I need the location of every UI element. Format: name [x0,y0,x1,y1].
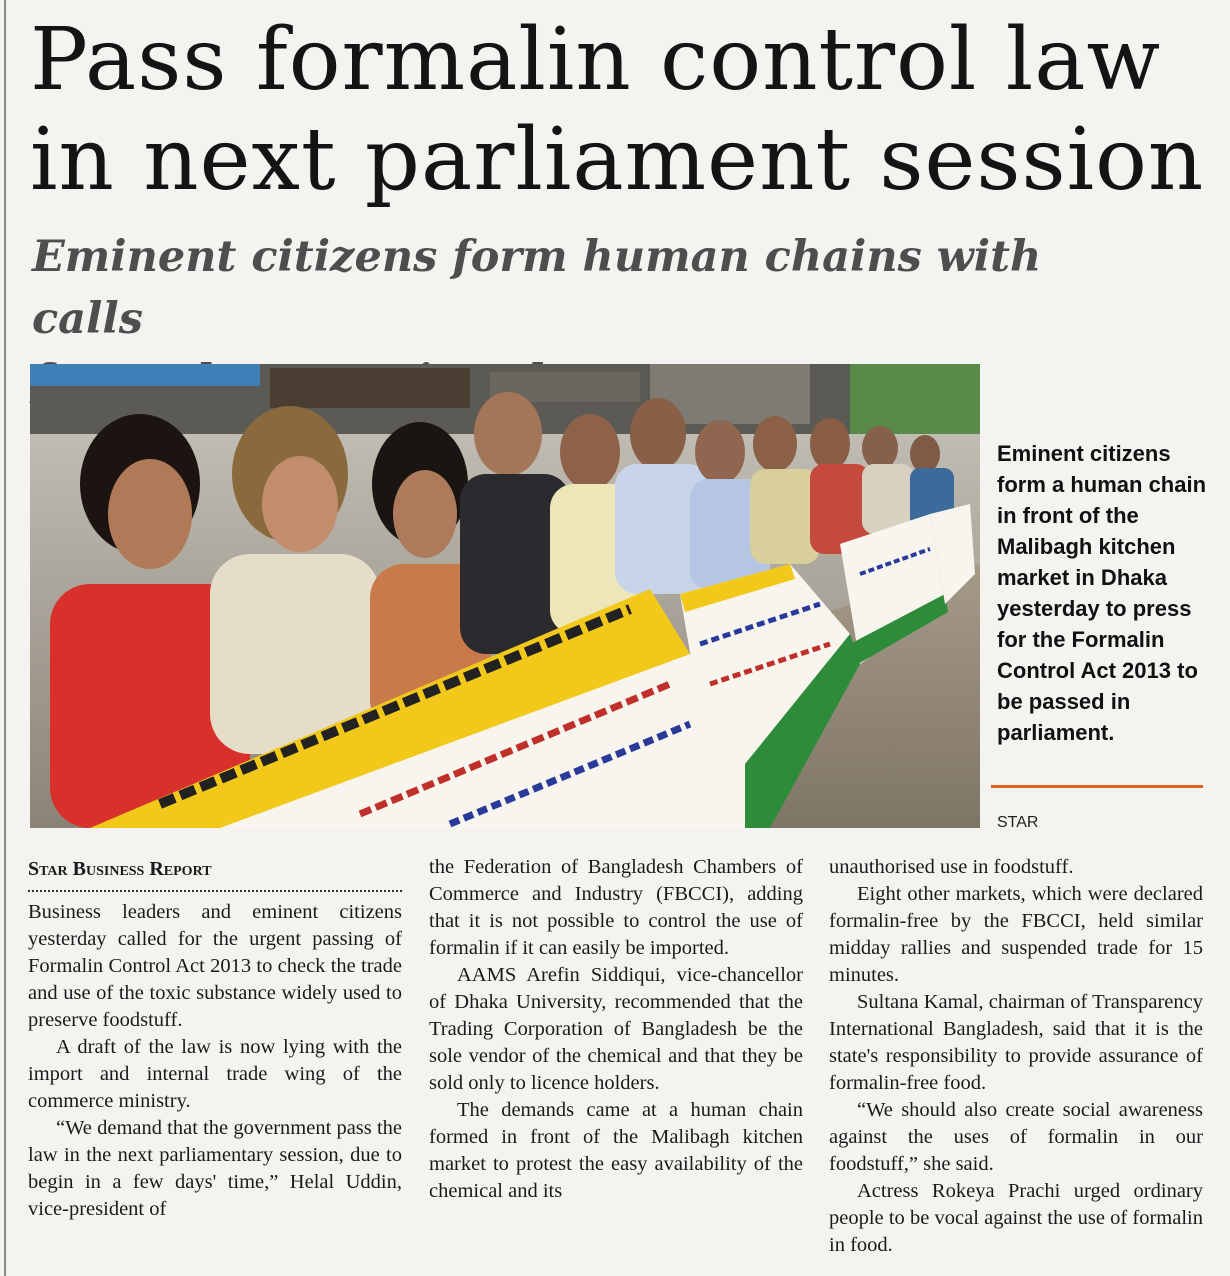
article-column-2 [429,854,803,1205]
article-column-3 [829,854,1203,1259]
caption-rule [991,785,1203,788]
paragraph: AAMS Arefin Siddiqui, vice-chancellor of Dhaka University, recommended that the Trading Corporation of Bangladesh be the sole vendor of the chemical and that they be sold only to licence holders. [429,964,803,1094]
paragraph: Actress Rokeya Prachi urged ordinary people to be vocal against the use of formalin in food. [829,1180,1203,1256]
human-chain-photo [30,364,980,828]
headline [30,10,1210,210]
paragraph: Sultana Kamal, chairman of Transparency International Bangladesh, said that it is the state's responsibility to provide assurance of formalin-free food. [829,991,1203,1094]
paragraph: The demands came at a human chain formed in front of the Malibagh kitchen market to protest the easy availability of the chemical and its [429,1099,803,1202]
byline-dotted-rule [28,890,402,892]
photo-credit: STAR [997,814,1039,831]
shop-front [270,368,470,408]
paragraph: unauthorised use in foodstuff. [829,856,1074,878]
byline: Star Business Report [28,858,212,880]
paragraph: “We should also create social awareness against the uses of formalin in our foodstuff,” she said. [829,1099,1203,1175]
article-column-1 [28,854,402,1223]
photo-caption: Eminent citizens form a human chain in front of the Malibagh kitchen market in Dhaka yesterday to press for the Formalin Control Act 2013 to be passed in parliament. [997,441,1207,745]
left-column-rule [4,0,6,1276]
paragraph: A draft of the law is now lying with the import and internal trade wing of the commerce ministry. [28,1036,402,1112]
headline-line-1: Pass formalin control law [30,10,1162,110]
headline-line-2: in next parliament session [30,110,1205,210]
paragraph: Eight other markets, which were declared formalin-free by the FBCCI, held similar midday rallies and suspended trade for 15 minutes. [829,883,1203,986]
paragraph: “We demand that the government pass the law in the next parliamentary session, due to begin in a few days' time,” Helal Uddin, vice-president of [28,1117,402,1220]
trees [850,364,980,434]
blue-awning [30,364,260,386]
subhead-line-1: Eminent citizens form human chains with calls [32,232,1042,344]
paragraph: Business leaders and eminent citizens yesterday called for the urgent passing of Formalin Control Act 2013 to check the trade and use of the toxic substance widely used to preserve foodstuff. [28,901,402,1031]
photo-illustration [30,364,980,828]
paragraph: the Federation of Bangladesh Chambers of Commerce and Industry (FBCCI), adding that it is not possible to control the use of formalin if it can easily be imported. [429,856,803,959]
